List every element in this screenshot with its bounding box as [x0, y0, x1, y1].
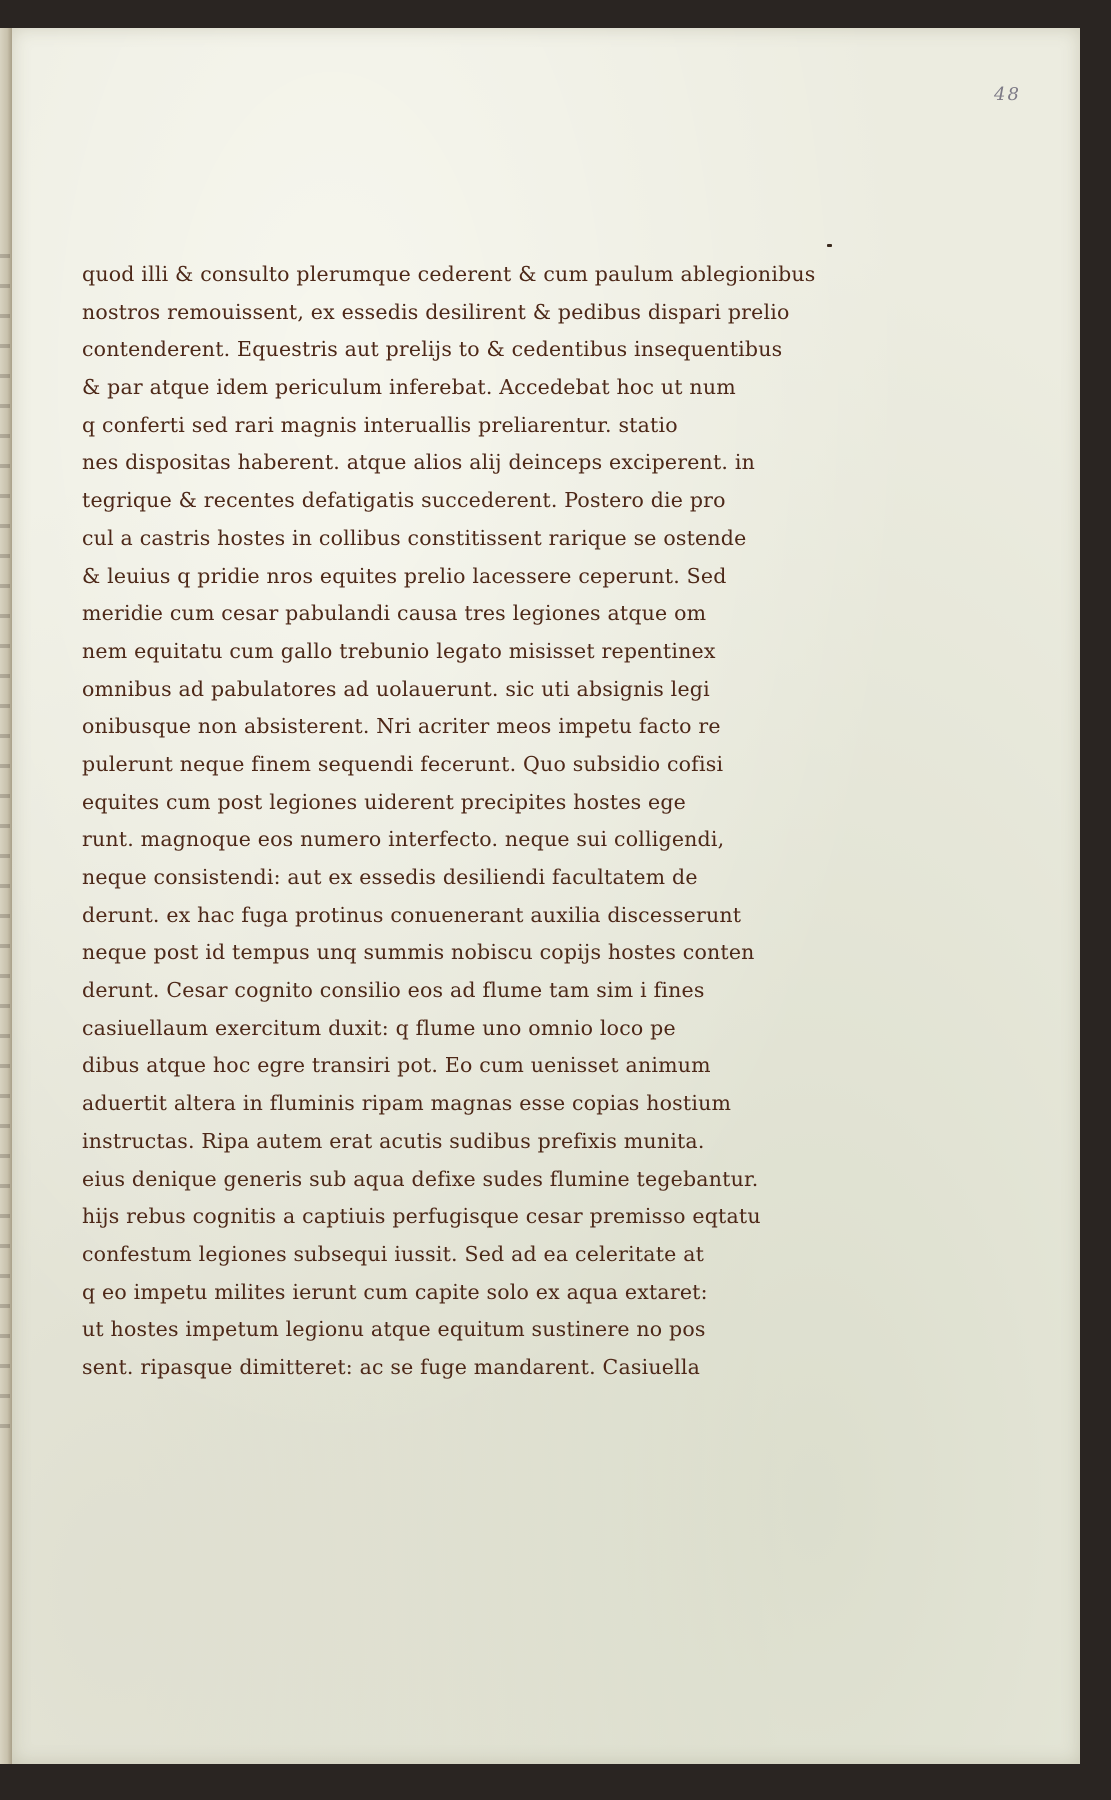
text-line: runt. magnoque eos numero interfecto. neque sui colligendi, — [82, 827, 725, 852]
text-line: q conferti sed rari magnis interuallis preliarentur. statio — [82, 412, 678, 437]
text-line: omnibus ad pabulatores ad uolauerunt. sic uti absignis legi — [82, 676, 710, 701]
text-line: neque consistendi: aut ex essedis desiliendi facultatem de — [82, 865, 698, 889]
text-line: quod illi & consulto plerumque cederent & cum paulum ablegionibus — [82, 262, 816, 286]
manuscript-text-block — [82, 256, 842, 1387]
text-line: neque post id tempus unq summis nobiscu copijs hostes conten — [82, 940, 755, 965]
text-line: nostros remouissent, ex essedis desilirent & pedibus dispari prelio — [82, 299, 790, 324]
text-line: sent. ripasque dimitteret: ac se fuge mandarent. Casiuella — [82, 1354, 701, 1379]
text-line: contenderent. Equestris aut prelijs to & cedentibus insequentibus — [82, 337, 783, 362]
text-line: hijs rebus cognitis a captiuis perfugisque cesar premisso eqtatu — [82, 1204, 761, 1229]
text-line: meridie cum cesar pabulandi causa tres legiones atque om — [82, 601, 707, 626]
text-line: & leuius q pridie nros equites prelio lacessere ceperunt. Sed — [82, 563, 727, 588]
text-line: casiuellaum exercitum duxit: q flume uno omnio loco pe — [82, 1015, 676, 1040]
ink-speck — [827, 244, 832, 247]
text-line: & par atque idem periculum inferebat. Accedebat hoc ut num — [82, 375, 736, 400]
text-line: pulerunt neque finem sequendi fecerunt. Quo subsidio cofisi — [82, 751, 724, 776]
text-line: onibusque non absisterent. Nri acriter meos impetu facto re — [82, 714, 721, 739]
facing-page-edge — [0, 28, 12, 1764]
text-line: cul a castris hostes in collibus constitissent rarique se ostende — [82, 525, 747, 550]
manuscript-page — [12, 28, 1080, 1764]
folio-number: 48 — [994, 84, 1021, 105]
text-line: tegrique & recentes defatigatis succederent. Postero die pro — [82, 488, 726, 513]
text-line: confestum legiones subsequi iussit. Sed ad ea celeritate at — [82, 1241, 705, 1266]
text-line: eius denique generis sub aqua defixe sudes flumine tegebantur. — [82, 1166, 759, 1191]
facing-page-text-edge — [0, 228, 10, 1428]
text-line: q eo impetu milites ierunt cum capite solo ex aqua extaret: — [82, 1279, 708, 1304]
text-line: dibus atque hoc egre transiri pot. Eo cum uenisset animum — [82, 1053, 711, 1078]
text-line: nes dispositas haberent. atque alios alij deinceps exciperent. in — [82, 450, 755, 475]
text-line: derunt. ex hac fuga protinus conuenerant auxilia discesserunt — [82, 902, 742, 927]
text-line: instructas. Ripa autem erat acutis sudibus prefixis munita. — [82, 1128, 705, 1153]
text-line: aduertit altera in fluminis ripam magnas esse copias hostium — [82, 1091, 732, 1116]
text-line: ut hostes impetum legionu atque equitum sustinere no pos — [82, 1317, 706, 1342]
text-line: equites cum post legiones uiderent precipites hostes ege — [82, 789, 687, 814]
text-line: derunt. Cesar cognito consilio eos ad flume tam sim i fines — [82, 978, 705, 1003]
text-line: nem equitatu cum gallo trebunio legato misisset repentinex — [82, 638, 716, 663]
